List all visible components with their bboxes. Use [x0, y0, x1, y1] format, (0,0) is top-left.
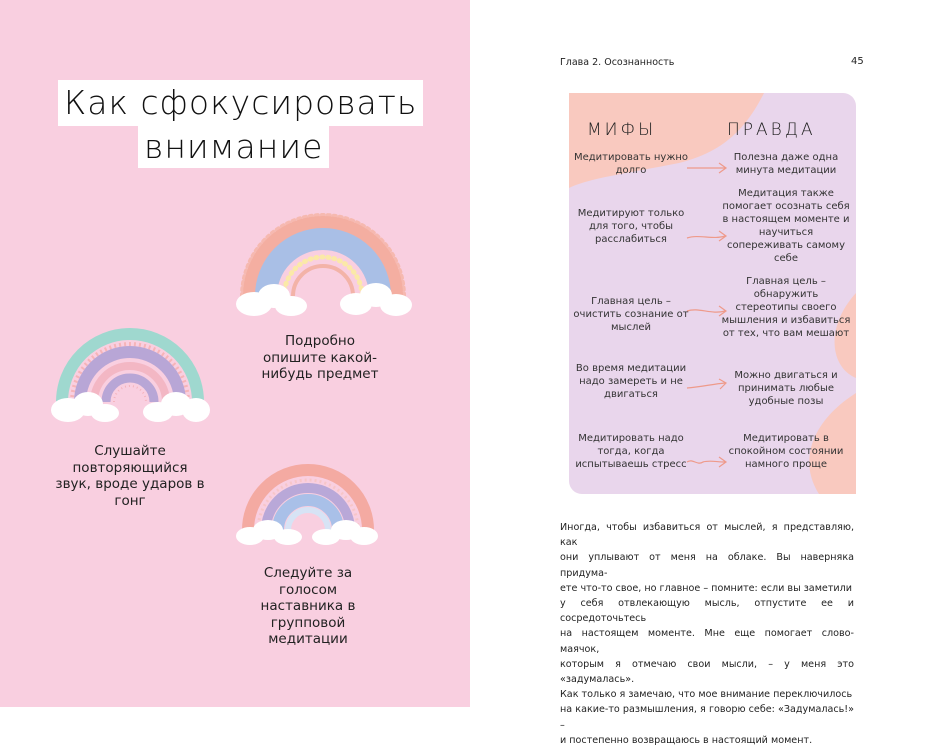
myths-truth-card: [569, 93, 856, 494]
body-line: у себя отвлекающую мысль, отпустите ее и сосредоточьтесь: [560, 598, 854, 625]
body-line: Иногда, чтобы избавиться от мыслей, я представляю, как: [560, 522, 854, 549]
body-line: они уплывают от меня на облаке. Вы наверняка придума-: [560, 552, 854, 579]
rainbow-blue-illustration: [236, 186, 411, 326]
chapter-header: Глава 2. Осознанность: [560, 57, 675, 68]
body-line: ете что-то свое, но главное – помните: если вы заметили: [560, 582, 853, 594]
caption-listen-sound: Слушайте повторяющийся звук, вроде ударов в гонг: [55, 443, 205, 509]
truth-cell: Главная цель – обнаружить стереотипы своего мышления и избавиться от тех, что вам мешают: [721, 276, 851, 339]
truth-cell: Полезна даже одна минута медитации: [733, 152, 839, 176]
body-line: и постепенно возвращаюсь в настоящий момент.: [560, 734, 813, 746]
body-paragraph: [560, 520, 854, 748]
myth-cell: Главная цель – очистить сознание от мыслей: [573, 296, 689, 333]
caption-follow-voice: Следуйте за голосом наставника в групповой медитации: [260, 565, 356, 647]
body-line: которым я отмечаю свои мысли, – у меня это «задумалась».: [560, 658, 854, 686]
myth-cell: Медитировать надо тогда, когда испытываешь стресс: [575, 433, 687, 470]
truth-cell: Можно двигаться и принимать любые удобные позы: [734, 370, 838, 407]
truth-cell: Медитация также помогает осознать себя в настоящем моменте и научиться сопереживать самому себе: [722, 188, 850, 264]
myth-cell: Медитировать нужно долго: [573, 152, 689, 176]
right-page: [470, 0, 940, 746]
page-title-line-1: Как сфокусировать: [58, 80, 423, 126]
truth-cell: Медитировать в спокойном состоянии намного проще: [728, 433, 844, 470]
myths-heading: МИФЫ: [587, 120, 657, 140]
rainbow-peach-illustration: [238, 450, 378, 550]
myth-cell: Во время медитации надо замереть и не двигаться: [575, 363, 687, 400]
truth-heading: ПРАВДА: [727, 120, 816, 140]
rainbow-lilac-illustration: [50, 292, 210, 432]
body-line: на настоящем моменте. Мне еще помогает слово-маячок,: [560, 628, 854, 655]
caption-describe-object: Подробно опишите какой-нибудь предмет: [261, 333, 379, 382]
left-page: [0, 0, 470, 707]
myth-cell: Медитируют только для того, чтобы расслабиться: [577, 208, 685, 245]
body-line: Как только я замечаю, что мое внимание переключилось: [560, 689, 853, 701]
page-title-line-2: внимание: [138, 126, 329, 168]
page-number: 45: [851, 56, 864, 67]
body-line: на какие-то размышления, я говорю себе: «Задумалась!» –: [560, 704, 854, 731]
